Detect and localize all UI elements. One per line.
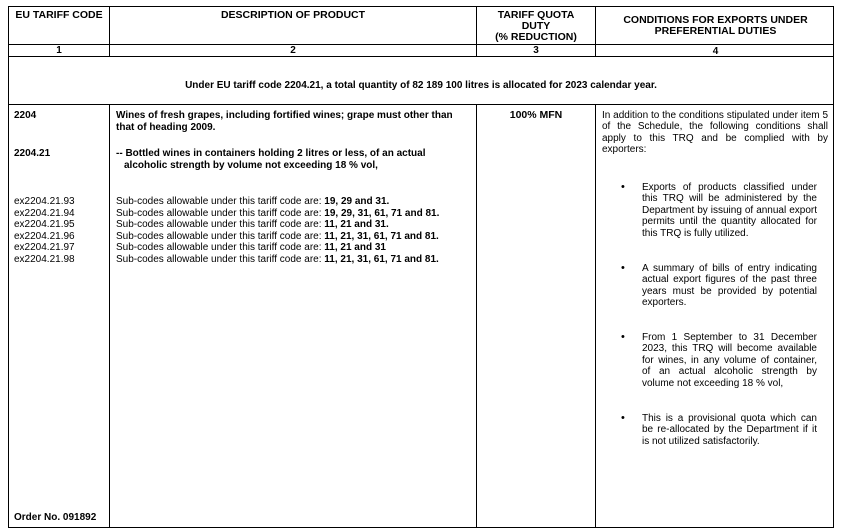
- bullet-icon: •: [621, 412, 625, 424]
- code-2204: 2204: [14, 110, 37, 121]
- allocation-note: Under EU tariff code 2204.21, a total quantity of 82 189 100 litres is allocated for 2023 calendar year.: [185, 80, 657, 91]
- description-2204-l2: that of heading 2009.: [116, 121, 216, 133]
- subcode-code: ex2204.21.98: [14, 253, 75, 265]
- subcode-code: ex2204.21.97: [14, 242, 75, 253]
- header-tariff-quota: [477, 10, 595, 43]
- subcode-allowance: Sub-codes allowable under this tariff code are: 19, 29, 31, 61, 71 and 81.: [116, 207, 440, 219]
- bullet-icon: •: [621, 262, 625, 274]
- col-divider-3: [595, 104, 596, 527]
- subcode-allowance: Sub-codes allowable under this tariff code are: 11, 21, 31, 61, 71 and 81.: [116, 253, 439, 265]
- condition-item: Exports of products classified under this TRQ will be administered by the Department by issuing of annual export permits until the quantity allocated for this TRQ is fully utilized.: [642, 182, 817, 239]
- code-2204-21: 2204.21: [14, 148, 51, 159]
- header-tariff-quota-l1: TARIFF QUOTA: [497, 9, 575, 21]
- column-number-1: 1: [56, 45, 62, 56]
- description-2204-21-l1: -- Bottled wines in containers holding 2 litres or less, of an actual: [116, 148, 426, 159]
- column-number-3: 3: [533, 45, 539, 56]
- header-tariff-quota-l3: (% REDUCTION): [495, 31, 577, 43]
- column-number-2: 2: [290, 45, 296, 56]
- order-number: Order No. 091892: [14, 512, 97, 523]
- bullet-icon: •: [621, 181, 625, 193]
- subcode-code: ex2204.21.96: [14, 230, 75, 242]
- description-2204-21-l2: alcoholic strength by volume not exceeding 18 % vol,: [124, 159, 378, 171]
- header-tariff-quota-l2: DUTY: [521, 20, 551, 32]
- condition-item: A summary of bills of entry indicating actual export figures of the past three years must be provided by potential exporters.: [642, 263, 817, 309]
- conditions-intro: In addition to the conditions stipulated under item 5 of the Schedule, the following conditions shall apply to this TRQ and be complied with by exporters:: [602, 110, 828, 156]
- subcode-allowance: Sub-codes allowable under this tariff code are: 11, 21 and 31.: [116, 219, 389, 230]
- header-conditions-l1: CONDITIONS FOR EXPORTS UNDER: [623, 14, 808, 26]
- tariff-table: [8, 6, 834, 528]
- condition-item: This is a provisional quota which can be re-allocated by the Department if it is not utilized satisfactorily.: [642, 413, 817, 447]
- subcode-code: ex2204.21.93: [14, 196, 75, 207]
- bullet-icon: •: [621, 331, 625, 343]
- subcode-code: ex2204.21.95: [14, 219, 75, 230]
- subcode-allowance: Sub-codes allowable under this tariff code are: 19, 29 and 31.: [116, 196, 390, 207]
- quota-duty-value: 100% MFN: [509, 109, 563, 121]
- condition-item: From 1 September to 31 December 2023, this TRQ will become available for wines, in any volume of container, of an actual alcoholic strength by volume not exceeding 18 % vol,: [642, 332, 817, 389]
- col-divider-1: [109, 104, 110, 527]
- col-divider-2: [476, 104, 477, 527]
- header-eu-tariff-code: EU TARIFF CODE: [15, 9, 103, 21]
- subcode-code: ex2204.21.94: [14, 207, 75, 219]
- column-number-4: 4: [712, 46, 719, 57]
- header-conditions: [596, 15, 835, 37]
- subcode-allowance: Sub-codes allowable under this tariff code are: 11, 21, 31, 61, 71 and 81.: [116, 230, 439, 242]
- description-2204-l1: Wines of fresh grapes, including fortified wines; grape must other than: [116, 110, 453, 121]
- header-description: DESCRIPTION OF PRODUCT: [220, 9, 366, 21]
- header-conditions-l2: PREFERENTIAL DUTIES: [654, 25, 777, 37]
- allocation-divider: [9, 104, 833, 105]
- subcode-allowance: Sub-codes allowable under this tariff code are: 11, 21 and 31: [116, 242, 386, 253]
